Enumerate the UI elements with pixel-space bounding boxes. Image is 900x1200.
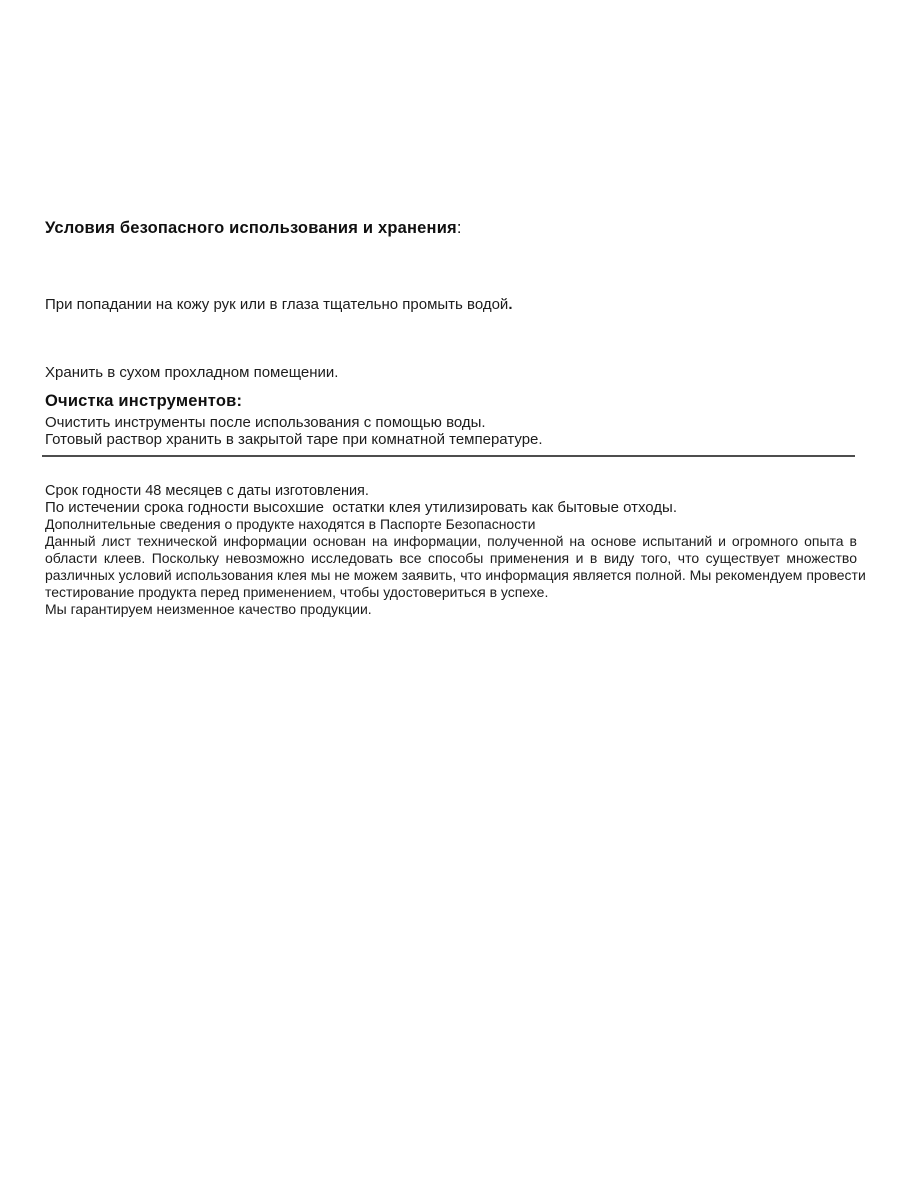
safety-heading-colon: : [456, 219, 462, 237]
product-info-block [45, 516, 866, 618]
safety-line [45, 294, 677, 317]
bold-period: . [508, 296, 513, 313]
quality-guarantee-line: Мы гарантируем неизменное качество продукции. [45, 601, 372, 617]
horizontal-divider [42, 455, 855, 457]
disclaimer-paragraph-line: тестирование продукта перед применением, чтобы удостовериться в успехе. [45, 584, 549, 600]
safety-line-text: При попадании на кожу рук или в глаза тщательно промыть водой [45, 296, 509, 313]
tools-cleaning-line: Очистить инструменты после использования с помощью воды. [45, 414, 486, 431]
safety-line: Готовый раствор хранить в закрытой таре при комнатной температуре. [45, 431, 543, 448]
safety-line: Хранить в сухом прохладном помещении. [45, 363, 339, 381]
disclaimer-paragraph-line: Данный лист технической информации основан на информации, полученной на основе испытаний и огромного опыта в [45, 533, 857, 549]
safety-line: По истечении срока годности высохшие остатки клея утилизировать как бытовые отходы. [45, 498, 678, 516]
disclaimer-paragraph-line: области клеев. Поскольку невозможно исследовать все способы применения и в виду того, что существует множество [45, 550, 857, 566]
safety-section-heading [45, 219, 462, 238]
safety-heading-text: Условия безопасного использования и хранения [45, 219, 457, 237]
tools-cleaning-heading: Очистка инструментов: [45, 392, 243, 410]
disclaimer-paragraph-line: различных условий использования клея мы не можем заявить, что информация является полной. Мы рекомендуем провести [45, 567, 866, 583]
safety-passport-line: Дополнительные сведения о продукте находятся в Паспорте Безопасности [45, 516, 536, 532]
shelf-life-line: Срок годности 48 месяцев с даты изготовления. [45, 483, 369, 499]
